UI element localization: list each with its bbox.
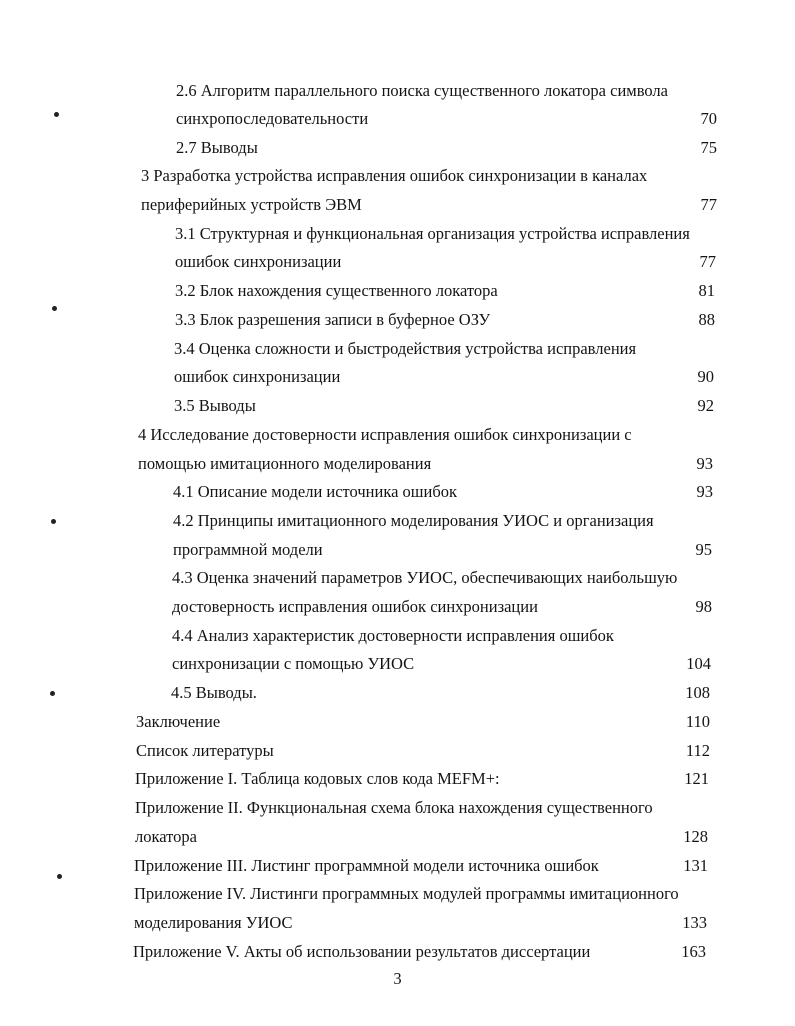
binder-hole-mark — [51, 519, 56, 524]
toc-page-2-6: 70 — [700, 109, 717, 128]
toc-entry-appendix-2-line1: Приложение II. Функциональная схема блока нахождения существенного — [135, 798, 653, 817]
toc-page-chapter-4: 93 — [696, 454, 713, 473]
toc-page-appendix-3: 131 — [683, 856, 708, 875]
toc-entry-3-5: 3.5 Выводы — [174, 396, 256, 415]
toc-entry-chapter-4-line1: 4 Исследование достоверности исправления ошибок синхронизации с — [138, 425, 632, 444]
toc-page-3-2: 81 — [698, 281, 715, 300]
toc-page-3-4: 90 — [697, 367, 714, 386]
toc-entry-4-1: 4.1 Описание модели источника ошибок — [173, 482, 457, 501]
toc-entry-4-3-line2: достоверность исправления ошибок синхронизации — [172, 597, 538, 616]
page-number: 3 — [393, 969, 402, 988]
toc-entry-references: Список литературы — [136, 741, 274, 760]
toc-entry-appendix-4-line1: Приложение IV. Листинги программных модулей программы имитационного — [134, 884, 679, 903]
toc-entry-appendix-5: Приложение V. Акты об использовании результатов диссертации — [133, 942, 591, 961]
toc-page-4-3: 98 — [695, 597, 712, 616]
toc-entry-3-1-line2: ошибок синхронизации — [175, 252, 342, 271]
toc-entry-appendix-2-line2: локатора — [135, 827, 197, 846]
toc-page-conclusion: 110 — [685, 712, 710, 731]
toc-page-appendix-4: 133 — [682, 913, 707, 932]
toc-entry-2-6-line1: 2.6 Алгоритм параллельного поиска существенного локатора символа — [176, 81, 668, 100]
toc-page-3-1: 77 — [699, 252, 716, 271]
toc-entry-4-5: 4.5 Выводы. — [171, 683, 257, 702]
toc-entry-appendix-4-line2: моделирования УИОС — [134, 913, 293, 932]
toc-page-4-4: 104 — [686, 654, 711, 673]
toc-page-appendix-5: 163 — [681, 942, 706, 961]
toc-page-2-7: 75 — [700, 138, 717, 157]
binder-hole-mark — [54, 112, 59, 117]
toc-entry-3-3: 3.3 Блок разрешения записи в буферное ОЗУ — [175, 310, 491, 329]
toc-entry-chapter-3-line1: 3 Разработка устройства исправления ошибок синхронизации в каналах — [141, 166, 648, 185]
toc-page-3-5: 92 — [697, 396, 714, 415]
toc-entry-chapter-4-line2: помощью имитационного моделирования — [138, 454, 432, 473]
binder-hole-mark — [57, 874, 62, 879]
binder-hole-mark — [50, 691, 55, 696]
toc-page-4-5: 108 — [685, 683, 710, 702]
toc-page-appendix-2: 128 — [683, 827, 708, 846]
toc-entry-appendix-3: Приложение III. Листинг программной модели источника ошибок — [134, 856, 599, 875]
toc-page-4-2: 95 — [695, 540, 712, 559]
toc-page-4-1: 93 — [696, 482, 713, 501]
toc-entry-4-3-line1: 4.3 Оценка значений параметров УИОС, обеспечивающих наибольшую — [172, 568, 678, 587]
toc-entry-4-4-line2: синхронизации с помощью УИОС — [172, 654, 415, 673]
toc-page-appendix-1: 121 — [684, 769, 709, 788]
toc-entry-4-2-line2: программной модели — [173, 540, 323, 559]
toc-page-chapter-3: 77 — [700, 195, 717, 214]
binder-hole-mark — [52, 306, 57, 311]
toc-entry-3-2: 3.2 Блок нахождения существенного локатора — [175, 281, 498, 300]
toc-entry-3-1-line1: 3.1 Структурная и функциональная организация устройства исправления — [175, 224, 690, 243]
toc-entry-chapter-3-line2: периферийных устройств ЭВМ — [141, 195, 362, 214]
toc-page-references: 112 — [685, 741, 710, 760]
toc-entry-conclusion: Заключение — [136, 712, 221, 731]
toc-page-3-3: 88 — [698, 310, 715, 329]
toc-entry-4-2-line1: 4.2 Принципы имитационного моделирования УИОС и организация — [173, 511, 654, 530]
toc-entry-3-4-line1: 3.4 Оценка сложности и быстродействия устройства исправления — [174, 339, 637, 358]
toc-entry-3-4-line2: ошибок синхронизации — [174, 367, 341, 386]
toc-entry-4-4-line1: 4.4 Анализ характеристик достоверности исправления ошибок — [172, 626, 614, 645]
toc-entry-2-7: 2.7 Выводы — [176, 138, 258, 157]
toc-entry-2-6-line2: синхропоследовательности — [176, 109, 369, 128]
toc-entry-appendix-1: Приложение I. Таблица кодовых слов кода MEFM+: — [135, 769, 500, 788]
